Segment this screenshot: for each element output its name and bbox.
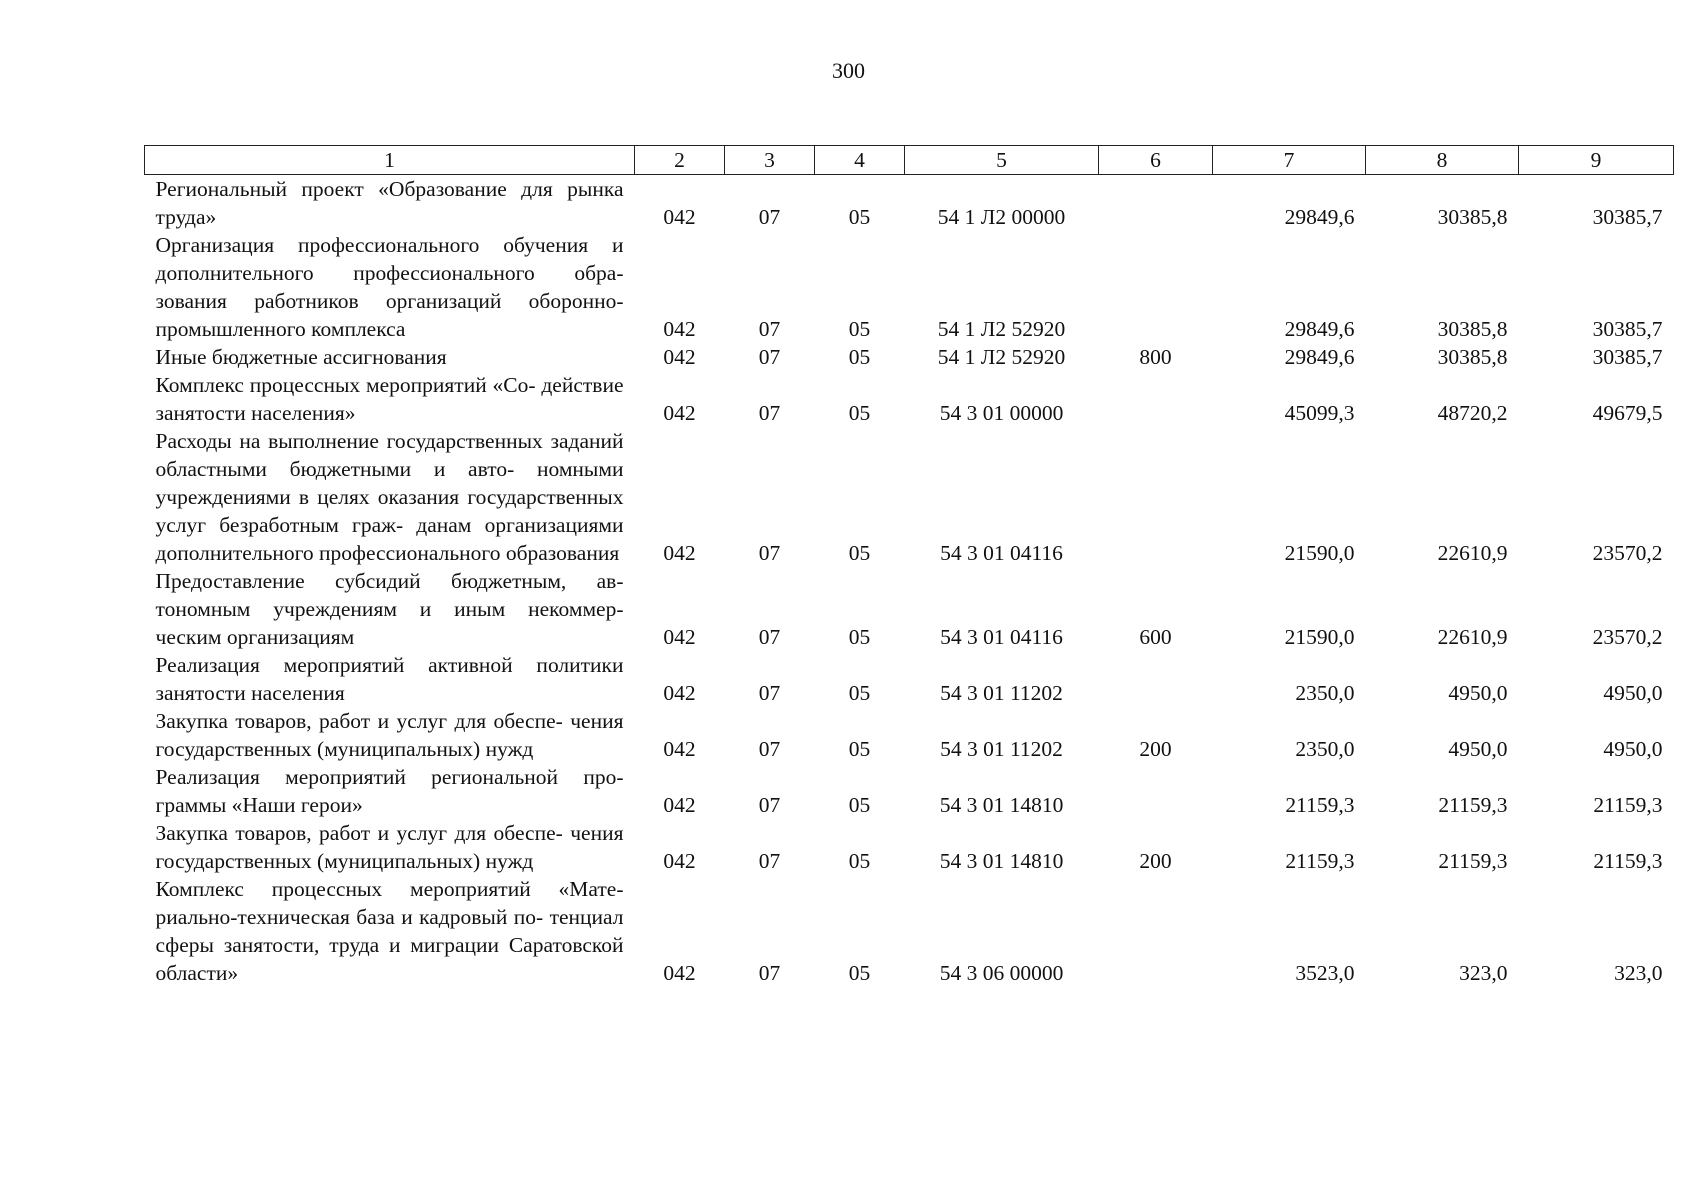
section-code: 07: [758, 681, 781, 705]
ministry-code: 042: [663, 849, 696, 873]
amount-col-9: 30385,7: [1592, 205, 1663, 229]
table-row: [145, 175, 1674, 232]
expense-type-code: 200: [1139, 737, 1172, 761]
item-name: Закупка товаров, работ и услуг для обеспе- чения государственных (муниципальных) нужд: [155, 821, 624, 873]
subsection-code: 05: [848, 205, 871, 229]
section-code: 07: [758, 737, 781, 761]
amount-col-8: 22610,9: [1437, 625, 1508, 649]
section-code: 07: [758, 317, 781, 341]
subsection-code: 05: [848, 793, 871, 817]
amount-col-8: 4950,0: [1448, 737, 1508, 761]
header-cell: 6: [1099, 146, 1213, 175]
amount-col-8: 22610,9: [1437, 541, 1508, 565]
amount-col-8: 48720,2: [1437, 401, 1508, 425]
amount-col-9: 4950,0: [1603, 737, 1663, 761]
amount-col-7: 21590,0: [1284, 625, 1355, 649]
section-code: 07: [758, 961, 781, 985]
amount-col-9: 323,0: [1614, 961, 1663, 985]
ministry-code: 042: [663, 793, 696, 817]
table-row: [145, 819, 1674, 875]
amount-col-9: 23570,2: [1592, 625, 1663, 649]
subsection-code: 05: [848, 681, 871, 705]
item-name: Комплекс процессных мероприятий «Со- действие занятости населения»: [155, 373, 624, 425]
item-name: Региональный проект «Образование для рынка труда»: [155, 177, 624, 229]
table-row: [145, 567, 1674, 651]
amount-col-7: 3523,0: [1295, 961, 1355, 985]
item-name: Комплекс процессных мероприятий «Мате- риально-техническая база и кадровый по- тенциал сферы занятости, труда и миграции Саратовской области»: [155, 877, 624, 985]
ministry-code: 042: [663, 681, 696, 705]
ministry-code: 042: [663, 401, 696, 425]
amount-col-7: 21590,0: [1284, 541, 1355, 565]
table-row: [145, 231, 1674, 343]
table-body: [145, 175, 1674, 988]
amount-col-7: 2350,0: [1295, 681, 1355, 705]
expense-type-code: 600: [1139, 625, 1172, 649]
amount-col-8: 21159,3: [1438, 793, 1508, 817]
amount-col-8: 30385,8: [1437, 345, 1508, 369]
expense-type-code: 200: [1139, 849, 1172, 873]
target-article-code: 54 3 01 04116: [940, 625, 1063, 649]
amount-col-8: 30385,8: [1437, 205, 1508, 229]
ministry-code: 042: [663, 541, 696, 565]
subsection-code: 05: [848, 961, 871, 985]
expense-type-code: 800: [1139, 345, 1172, 369]
expense-type-code: [1099, 231, 1213, 343]
ministry-code: 042: [663, 205, 696, 229]
expense-type-code: [1099, 651, 1213, 707]
table-row: [145, 707, 1674, 763]
amount-col-7: 29849,6: [1284, 317, 1355, 341]
amount-col-8: 4950,0: [1448, 681, 1508, 705]
header-cell: 5: [905, 146, 1099, 175]
target-article-code: 54 3 06 00000: [939, 961, 1064, 985]
amount-col-9: 4950,0: [1603, 681, 1663, 705]
amount-col-8: 323,0: [1459, 961, 1508, 985]
amount-col-8: 30385,8: [1437, 317, 1508, 341]
item-name: Организация профессионального обучения и дополнительного профессионального обра- зования работников организаций оборонно- промышленного комплекса: [155, 233, 624, 341]
section-code: 07: [758, 541, 781, 565]
section-code: 07: [758, 849, 781, 873]
ministry-code: 042: [663, 737, 696, 761]
section-code: 07: [758, 625, 781, 649]
header-cell: 2: [635, 146, 725, 175]
table-row: [145, 427, 1674, 567]
target-article-code: 54 1 Л2 52920: [937, 317, 1066, 341]
amount-col-9: 21159,3: [1593, 849, 1663, 873]
section-code: 07: [758, 205, 781, 229]
table-row: [145, 763, 1674, 819]
ministry-code: 042: [663, 961, 696, 985]
item-name: Реализация мероприятий региональной про- граммы «Наши герои»: [155, 765, 624, 817]
amount-col-8: 21159,3: [1438, 849, 1508, 873]
target-article-code: 54 3 01 00000: [939, 401, 1064, 425]
header-cell: 8: [1366, 146, 1519, 175]
item-name: Закупка товаров, работ и услуг для обеспе- чения государственных (муниципальных) нужд: [155, 709, 624, 761]
ministry-code: 042: [663, 345, 696, 369]
item-name: Предоставление субсидий бюджетным, ав- тономным учреждениям и иным некоммер- ческим организациям: [155, 569, 624, 649]
subsection-code: 05: [848, 541, 871, 565]
table-row: [145, 371, 1674, 427]
amount-col-7: 29849,6: [1284, 345, 1355, 369]
budget-table: [144, 145, 1674, 987]
subsection-code: 05: [848, 849, 871, 873]
header-cell: 9: [1519, 146, 1674, 175]
item-name: Расходы на выполнение государственных заданий областными бюджетными и авто- номными учреждениями в целях оказания государственных услуг безработным граж- данам организациями дополнительного профессионального образования: [155, 429, 624, 565]
table-row: [145, 651, 1674, 707]
item-name: Иные бюджетные ассигнования: [155, 345, 447, 369]
subsection-code: 05: [848, 737, 871, 761]
section-code: 07: [758, 401, 781, 425]
table-row: [145, 343, 1674, 371]
amount-col-7: 45099,3: [1284, 401, 1355, 425]
section-code: 07: [758, 793, 781, 817]
target-article-code: 54 3 01 14810: [939, 849, 1064, 873]
amount-col-7: 21159,3: [1285, 849, 1355, 873]
target-article-code: 54 3 01 04116: [940, 541, 1063, 565]
amount-col-7: 21159,3: [1285, 793, 1355, 817]
section-code: 07: [758, 345, 781, 369]
ministry-code: 042: [663, 317, 696, 341]
target-article-code: 54 1 Л2 52920: [937, 345, 1066, 369]
amount-col-9: 49679,5: [1592, 401, 1663, 425]
header-cell: 3: [725, 146, 815, 175]
expense-type-code: [1099, 175, 1213, 232]
expense-type-code: [1099, 763, 1213, 819]
target-article-code: 54 3 01 14810: [939, 793, 1064, 817]
subsection-code: 05: [848, 317, 871, 341]
header-cell: 7: [1213, 146, 1366, 175]
header-cell: 1: [145, 146, 635, 175]
target-article-code: 54 3 01 11202: [940, 681, 1063, 705]
table-row: [145, 875, 1674, 987]
amount-col-9: 30385,7: [1592, 317, 1663, 341]
expense-type-code: [1099, 875, 1213, 987]
amount-col-7: 29849,6: [1284, 205, 1355, 229]
expense-type-code: [1099, 371, 1213, 427]
table-header-row: [145, 146, 1674, 175]
subsection-code: 05: [848, 401, 871, 425]
item-name: Реализация мероприятий активной политики занятости населения: [155, 653, 624, 705]
expense-type-code: [1099, 427, 1213, 567]
subsection-code: 05: [848, 625, 871, 649]
amount-col-7: 2350,0: [1295, 737, 1355, 761]
amount-col-9: 21159,3: [1593, 793, 1663, 817]
amount-col-9: 23570,2: [1592, 541, 1663, 565]
target-article-code: 54 1 Л2 00000: [937, 205, 1066, 229]
ministry-code: 042: [663, 625, 696, 649]
amount-col-9: 30385,7: [1592, 345, 1663, 369]
target-article-code: 54 3 01 11202: [940, 737, 1063, 761]
page-number: 300: [832, 58, 865, 83]
subsection-code: 05: [848, 345, 871, 369]
header-cell: 4: [815, 146, 905, 175]
